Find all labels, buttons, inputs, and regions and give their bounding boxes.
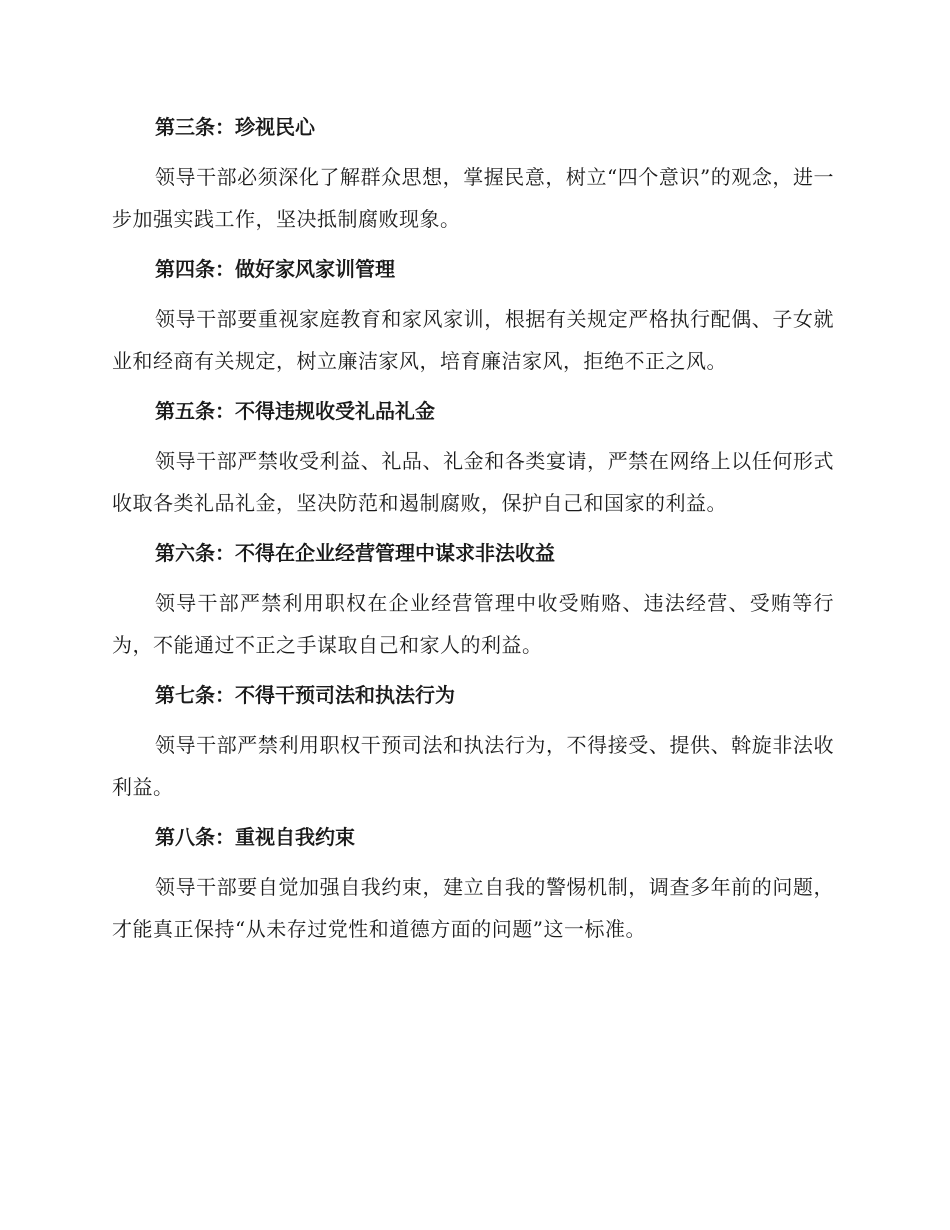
article-8 bbox=[112, 818, 834, 950]
article-body: 领导干部要自觉加强自我约束，建立自我的警惕机制，调查多年前的问题，才能真正保持“从未存过党性和道德方面的问题”这一标准。 bbox=[112, 875, 834, 941]
article-6 bbox=[112, 534, 834, 666]
article-5 bbox=[112, 392, 834, 524]
article-4 bbox=[112, 250, 834, 382]
article-7 bbox=[112, 676, 834, 808]
article-heading: 第四条：做好家风家训管理 bbox=[155, 257, 395, 281]
article-body: 领导干部严禁收受利益、礼品、礼金和各类宴请，严禁在网络上以任何形式收取各类礼品礼金，坚决防范和遏制腐败，保护自己和国家的利益。 bbox=[112, 449, 834, 515]
article-heading: 第三条：珍视民心 bbox=[155, 115, 315, 139]
article-body: 领导干部必须深化了解群众思想，掌握民意，树立“四个意识”的观念，进一步加强实践工作，坚决抵制腐败现象。 bbox=[112, 165, 834, 231]
article-heading: 第五条：不得违规收受礼品礼金 bbox=[155, 399, 435, 423]
article-body: 领导干部严禁利用职权干预司法和执法行为，不得接受、提供、斡旋非法收利益。 bbox=[112, 733, 834, 799]
document-content bbox=[112, 108, 834, 960]
article-heading: 第七条：不得干预司法和执法行为 bbox=[155, 683, 455, 707]
article-body: 领导干部严禁利用职权在企业经营管理中收受贿赂、违法经营、受贿等行为，不能通过不正之手谋取自己和家人的利益。 bbox=[112, 591, 834, 657]
article-3 bbox=[112, 108, 834, 240]
article-heading: 第六条：不得在企业经营管理中谋求非法收益 bbox=[155, 541, 555, 565]
article-body: 领导干部要重视家庭教育和家风家训，根据有关规定严格执行配偶、子女就业和经商有关规定，树立廉洁家风，培育廉洁家风，拒绝不正之风。 bbox=[112, 307, 834, 373]
article-heading: 第八条：重视自我约束 bbox=[155, 825, 355, 849]
